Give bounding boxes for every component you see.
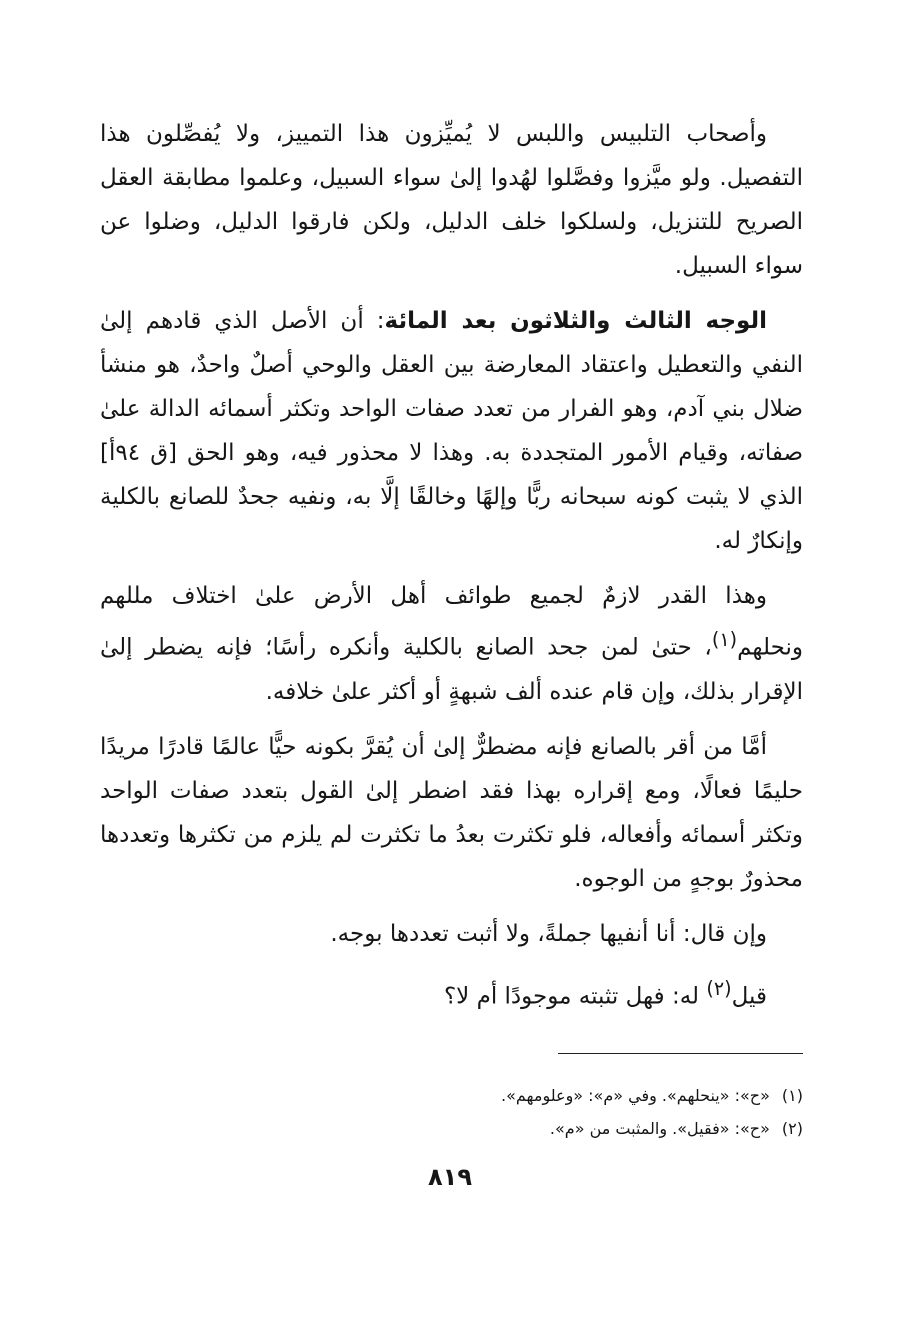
footnote-number: (١) <box>781 1086 803 1105</box>
paragraph-text: وأصحاب التلبيس واللبس لا يُميِّزون هذا التمييز، ولا يُفصِّلون هذا التفصيل. ولو ميَّزوا وفصَّلوا لهُدوا إلىٰ سواء السبيل، وعلموا مطابقة العقل الصريح للتنزيل، ولسلكوا خلف الدليل، ولكن فارقوا الدليل، وضلوا عن سواء السبيل. <box>100 121 803 279</box>
footnote-separator <box>558 1053 803 1054</box>
paragraph-text: أمَّا من أقر بالصانع فإنه مضطرٌّ إلىٰ أن يُقرَّ بكونه حيًّا عالمًا قادرًا مريدًا حليمًا فعالًا، ومع إقراره بهذا فقد اضطر إلىٰ القول بتعدد صفات الواحد وتكثر أسمائه وأفعاله، فلو تكثرت بعدُ ما تكثرت لم يلزم من تكثرها وتعددها محذورٌ بوجهٍ من الوجوه. <box>100 733 803 892</box>
paragraph-text-continued: ، حتىٰ لمن جحد الصانع بالكلية وأنكره رأسًا؛ فإنه يضطر إلىٰ الإقرار بذلك، وإن قام عنده ألف شبهةٍ أو أكثر علىٰ خلافه. <box>100 634 803 705</box>
paragraph-6 <box>100 967 803 1019</box>
paragraph-5 <box>100 912 803 956</box>
footnote-ref: (١) <box>711 628 738 651</box>
page-number: ٨١٩ <box>428 1163 472 1191</box>
paragraph-3 <box>100 574 803 714</box>
paragraph-text: وإن قال: أنا أنفيها جملةً، ولا أثبت تعددها بوجه. <box>330 920 767 947</box>
paragraph-text: : أن الأصل الذي قادهم إلىٰ النفي والتعطيل واعتقاد المعارضة بين العقل والوحي أصلٌ واحدٌ، هو منشأ ضلال بني آدم، وهو الفرار من تعدد صفات الواحد وتكثر أسمائه الدالة علىٰ صفاته، وقيام الأمور المتجددة به. وهذا لا محذور فيه، وهو الحق [ق ٩٤أ] الذي لا يثبت كونه سبحانه ربًّا وإلهًا وخالقًا إلَّا به، ونفيه جحدٌ للصانع بالكلية وإنكارٌ له. <box>100 308 803 554</box>
paragraph-1 <box>100 112 803 288</box>
footnote-text: «ح»: «فقيل». والمثبت من «م». <box>549 1119 770 1138</box>
paragraph-text: وهذا القدر لازمٌ لجميع طوائف أهل الأرض علىٰ اختلاف مللهم ونحلهم <box>100 583 803 661</box>
paragraph-2 <box>100 299 803 563</box>
paragraph-text-continued: له: فهل تثبته موجودًا أم لا؟ <box>443 983 707 1010</box>
paragraph-4 <box>100 725 803 901</box>
footnotes <box>100 1079 803 1145</box>
footnote-2 <box>100 1112 803 1145</box>
footnote-ref: (٢) <box>706 976 732 1000</box>
footnote-number: (٢) <box>781 1119 803 1138</box>
footnote-text: «ح»: «ينحلهم». وفي «م»: «وعلومهم». <box>500 1086 770 1105</box>
paragraph-text: قيل <box>731 983 767 1010</box>
footnote-1 <box>100 1079 803 1112</box>
paragraph-heading: الوجه الثالث والثلاثون بعد المائة <box>384 308 767 334</box>
main-text <box>100 112 803 1029</box>
